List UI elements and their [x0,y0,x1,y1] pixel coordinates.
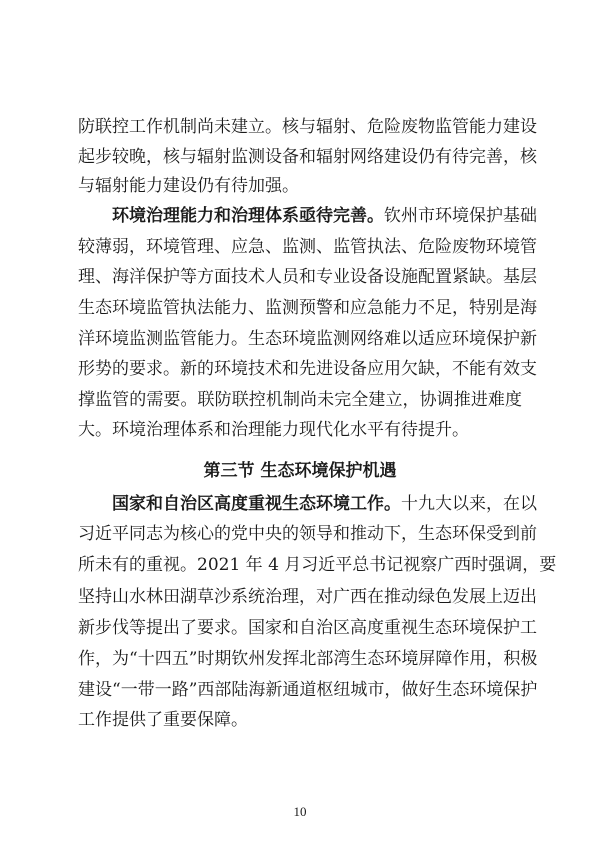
text-line: 新步伐等提出了要求。国家和自治区高度重视生态环境保护工 [78,618,537,638]
text-line: 坚持山水林田湖草沙系统治理，对广西在推动绿色发展上迈出 [78,587,537,607]
text-line [112,206,537,226]
text-line: 洋环境监测监管能力。生态环境监测网络难以适应环境保护新 [78,329,537,349]
text-line: 习近平同志为核心的党中央的领导和推动下，生态环保受到前 [78,524,537,544]
page-number: 10 [293,804,307,819]
paragraph-lead: 国家和自治区高度重视生态环境工作。 [112,494,401,514]
text-line: 作，为“十四五”时期钦州发挥北部湾生态环境屏障作用，积极 [78,649,538,669]
text-line: 形势的要求。新的环境技术和先进设备应用欠缺，不能有效支 [78,359,537,379]
text-line: 防联控工作机制尚未建立。核与辐射、危险废物监管能力建设 [78,117,537,137]
text-line: 工作提供了重要保障。 [78,710,248,730]
text-line: 撑监管的需要。联防联控机制尚未完全建立，协调推进难度 [78,390,522,410]
text-line: 建设“一带一路”西部陆海新通道枢纽城市，做好生态环境保护 [78,680,538,700]
text-line: 起步较晚，核与辐射监测设备和辐射网络建设仍有待完善，核 [78,147,537,167]
text-line: 与辐射能力建设仍有待加强。 [78,176,299,196]
text-line: 所未有的重视。2021 年 4 月习近平总书记视察广西时强调，要 [78,555,557,575]
text-line [112,494,537,514]
text-span: 钦州市环境保护基础 [384,206,537,226]
text-line: 较薄弱，环境管理、应急、监测、监管执法、危险废物环境管 [78,237,537,257]
paragraph-lead: 环境治理能力和治理体系亟待完善。 [112,206,384,226]
text-line: 理、海洋保护等方面技术人员和专业设备设施配置紧缺。基层 [78,267,537,287]
text-span: 十九大以来，在以 [401,494,537,514]
text-line: 大。环境治理体系和治理能力现代化水平有待提升。 [78,420,469,440]
text-line: 生态环境监管执法能力、监测预警和应急能力不足，特别是海 [78,298,537,318]
section-heading: 第三节 生态环境保护机遇 [203,461,397,481]
